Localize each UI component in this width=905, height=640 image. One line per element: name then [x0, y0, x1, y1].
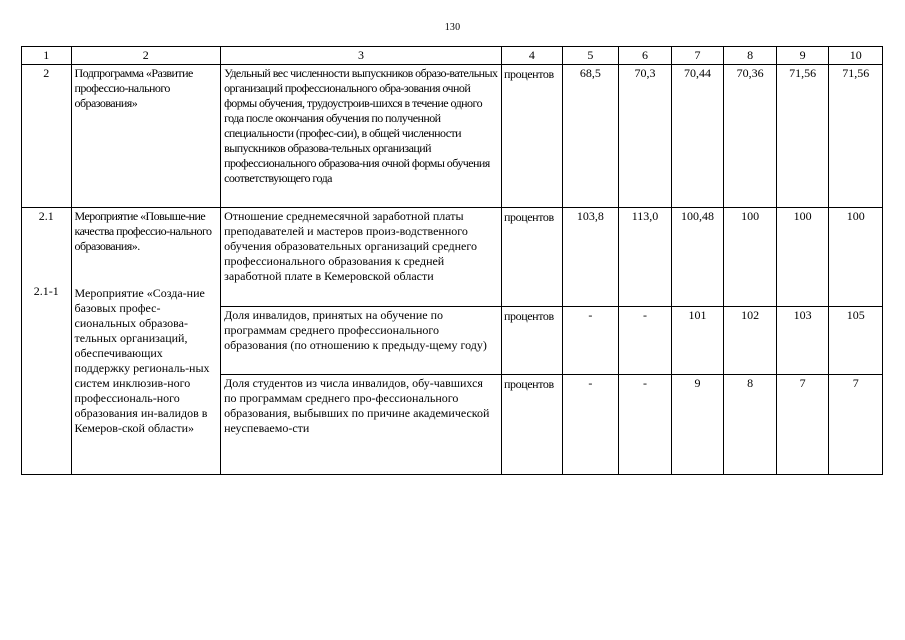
header-cell: 3	[221, 47, 502, 65]
row-value-5: -	[562, 307, 619, 375]
row-unit: процентов	[502, 65, 563, 208]
row-value-6: -	[619, 307, 672, 375]
row-value-8: 102	[724, 307, 777, 375]
row-value-8: 8	[724, 375, 777, 475]
row-name: Подпрограмма «Развитие профессио-нального образования»	[71, 65, 221, 208]
row-indicator: Отношение среднемесячной заработной платы преподавателей и мастеров произ-водственного обучения образовательных организаций среднего профессионального образования к средней заработной плате в Кемеровской области	[221, 208, 502, 307]
row-value-7: 100,48	[671, 208, 724, 307]
row-value-7: 9	[671, 375, 724, 475]
row-value-10: 100	[829, 208, 883, 307]
row-value-6: -	[619, 375, 672, 475]
header-cell: 10	[829, 47, 883, 65]
header-cell: 1	[22, 47, 72, 65]
row-value-10: 7	[829, 375, 883, 475]
row-value-9: 100	[776, 208, 829, 307]
row-unit: процентов	[502, 307, 563, 375]
row-name-cell	[71, 208, 221, 475]
row-value-5: -	[562, 375, 619, 475]
row-indicator: Доля инвалидов, принятых на обучение по программам среднего профессионального образования (по отношению к предыду-щему году)	[221, 307, 502, 375]
header-cell: 9	[776, 47, 829, 65]
row-unit: процентов	[502, 375, 563, 475]
header-cell: 6	[619, 47, 672, 65]
row-code-second: 2.1-1	[33, 284, 59, 298]
row-code-cell	[22, 208, 72, 475]
header-cell: 8	[724, 47, 777, 65]
indicators-table	[21, 46, 883, 475]
header-row	[22, 47, 883, 65]
table-row	[22, 65, 883, 208]
row-value-7: 70,44	[671, 65, 724, 208]
header-cell: 2	[71, 47, 221, 65]
row-value-10: 71,56	[829, 65, 883, 208]
row-indicator: Удельный вес численности выпускников образо-вательных организаций профессионального обра-зования очной формы обучения, трудоустроив-шихся в течение одного года после окончания обучения по полученной специальности (профес-сии), в общей численности выпускников образова-тельных организаций профессионального образова-ния очной формы обучения соответствующего года	[221, 65, 502, 208]
row-name: Мероприятие «Повыше-ние качества профессио-нального образования».	[74, 209, 212, 253]
row-value-8: 70,36	[724, 65, 777, 208]
row-value-7: 101	[671, 307, 724, 375]
row-value-5: 68,5	[562, 65, 619, 208]
row-value-6: 70,3	[619, 65, 672, 208]
row-value-9: 7	[776, 375, 829, 475]
row-name-second: Мероприятие «Созда-ние базовых профес-сиональных образова-тельных организаций, обеспечивающих поддержку региональ-ных систем инклюзив-ного профессиональ-ного образования ин-валидов в Кемеров-ской области»	[74, 286, 210, 435]
row-code: 2.1	[38, 209, 54, 223]
row-value-6: 113,0	[619, 208, 672, 307]
row-indicator: Доля студентов из числа инвалидов, обу-чавшихся по программам среднего про-фессионального образования, выбывших по причине академической неуспеваемо-сти	[221, 375, 502, 475]
row-value-9: 103	[776, 307, 829, 375]
row-unit: процентов	[502, 208, 563, 307]
header-cell: 5	[562, 47, 619, 65]
table-row	[22, 208, 883, 307]
header-cell: 7	[671, 47, 724, 65]
page-number: 130	[444, 22, 461, 33]
row-value-9: 71,56	[776, 65, 829, 208]
row-value-8: 100	[724, 208, 777, 307]
header-cell: 4	[502, 47, 563, 65]
row-value-5: 103,8	[562, 208, 619, 307]
row-value-10: 105	[829, 307, 883, 375]
row-code: 2	[22, 65, 72, 208]
